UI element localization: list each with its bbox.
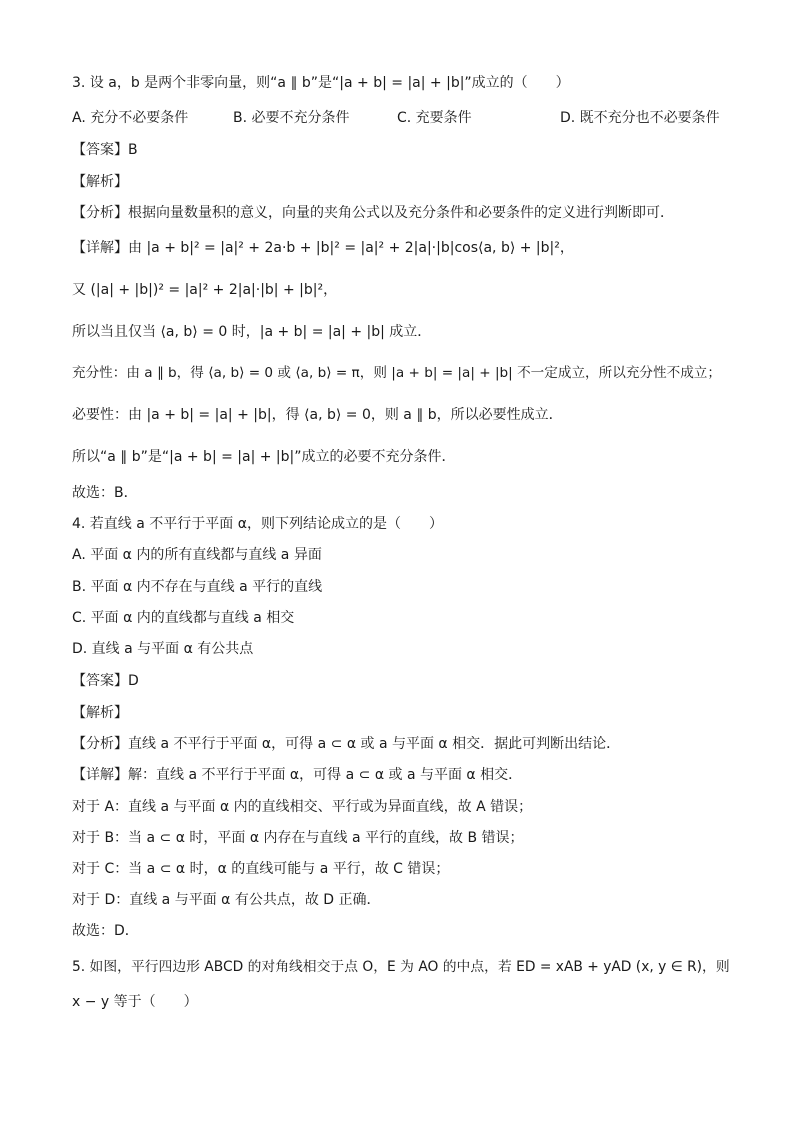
q3-answer: 【答案】B [72,142,138,158]
q3-option-d: D. 既不充分也不必要条件 [560,110,720,126]
q3-option-c: C. 充要条件 [397,110,472,126]
q3-option-b: B. 必要不充分条件 [233,110,350,126]
q4-stem: 4. 若直线 a 不平行于平面 α，则下列结论成立的是（ ） [72,516,443,532]
q4-answer: 【答案】D [72,673,139,689]
q4-option-d: D. 直线 a 与平面 α 有公共点 [72,641,254,657]
q4-option-a: A. 平面 α 内的所有直线都与直线 a 异面 [72,547,322,563]
q4-conclusion: 故选：D． [72,923,139,939]
q4-detail-3: 对于 B：当 a ⊂ α 时，平面 α 内存在与直线 a 平行的直线，故 B 错误； [72,830,524,846]
q3-conclusion: 故选：B． [72,485,138,501]
q4-detail-5: 对于 D：直线 a 与平面 α 有公共点，故 D 正确． [72,892,381,908]
q3-detail-4: 充分性：由 a ∥ b，得 ⟨a, b⟩ = 0 或 ⟨a, b⟩ = π，则 |a + b| = |a| + |b| 不一定成立，所以充分性不成立； [72,365,721,381]
q4-option-c: C. 平面 α 内的直线都与直线 a 相交 [72,610,295,626]
q3-detail-6: 所以“a ∥ b”是“|a + b| = |a| + |b|”成立的必要不充分条件． [72,449,456,465]
q4-detail-4: 对于 C：当 a ⊂ α 时，α 的直线可能与 a 平行，故 C 错误； [72,861,450,877]
q4-option-b: B. 平面 α 内不存在与直线 a 平行的直线 [72,579,323,595]
q4-analysis: 【分析】直线 a 不平行于平面 α，可得 a ⊂ α 或 a 与平面 α 相交．据此可判断出结论． [72,736,621,752]
q3-option-a: A. 充分不必要条件 [72,110,189,126]
q3-analysis: 【分析】根据向量数量积的意义，向量的夹角公式以及充分条件和必要条件的定义进行判断即可． [72,205,674,221]
q5-stem-line-1: 5. 如图，平行四边形 ABCD 的对角线相交于点 O，E 为 AO 的中点，若 ED = xAB + yAD (x, y ∈ R)，则 [72,959,730,975]
q5-stem-line-2: x − y 等于（ ） [72,994,198,1010]
q4-detail-1: 【详解】解：直线 a 不平行于平面 α，可得 a ⊂ α 或 a 与平面 α 相交． [72,767,523,783]
q3-stem: 3. 设 a，b 是两个非零向量，则“a ∥ b”是“|a + b| = |a| + |b|”成立的（ ） [72,75,570,91]
q3-detail-1: 【详解】由 |a + b|² = |a|² + 2a·b + |b|² = |a|² + 2|a|·|b|cos⟨a, b⟩ + |b|²， [72,240,574,256]
q4-detail-2: 对于 A：直线 a 与平面 α 内的直线相交、平行或为异面直线，故 A 错误； [72,799,533,815]
q4-analysis-header: 【解析】 [72,705,128,721]
q3-analysis-header: 【解析】 [72,174,128,190]
q3-detail-3: 所以当且仅当 ⟨a, b⟩ = 0 时，|a + b| = |a| + |b| 成立． [72,324,432,340]
q3-detail-5: 必要性：由 |a + b| = |a| + |b|，得 ⟨a, b⟩ = 0，则 a ∥ b，所以必要性成立． [72,407,563,423]
q3-detail-2: 又 (|a| + |b|)² = |a|² + 2|a|·|b| + |b|²， [72,282,338,298]
